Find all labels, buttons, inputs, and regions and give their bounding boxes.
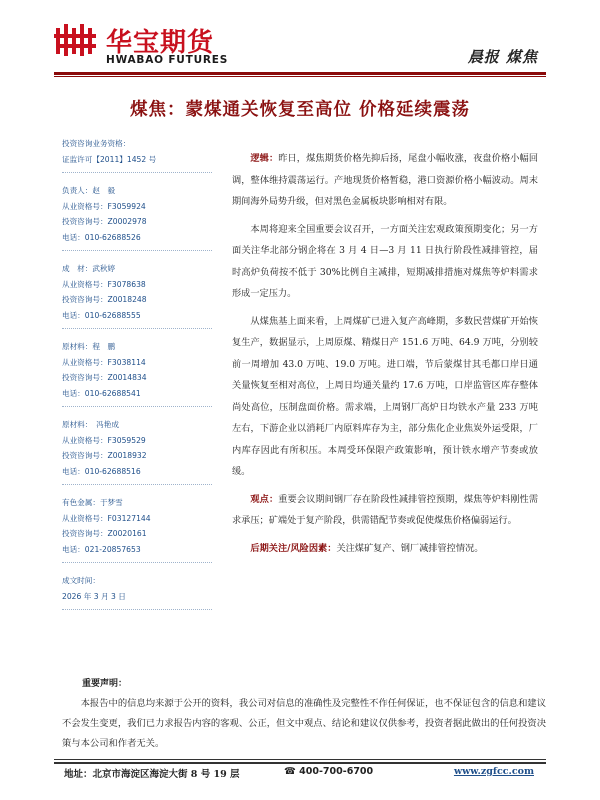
footer-phone [284,766,373,777]
sidebar-line: 投资咨询号：Z0002978 [62,217,147,226]
sidebar-line: 电话：010-62688526 [62,232,141,242]
sidebar-line: 证监许可【2011】1452 号 [62,154,157,164]
sidebar-line: 从业资格号：F3059529 [62,435,146,445]
footer-divider [54,759,546,760]
footer-phone-number: 400-700-6700 [299,766,374,777]
report-tag: 晨报 煤焦 [467,48,538,66]
logo-chinese-name: 华宝期货 [106,28,215,58]
sidebar-line: 2026 年 3 月 3 日 [62,591,126,601]
sidebar-block-analyst [62,495,212,563]
report-body [232,148,538,565]
paragraph-risk [232,538,538,560]
sidebar-line: 负责人：赵 毅 [62,186,116,195]
sidebar-line: 电话：010-62688555 [62,310,141,320]
text-policy: 本周将迎来全国重要会议召开，一方面关注宏观政策预期变化；另一方面关注华北部分钢企将在 3 月 4 日—3 月 11 日执行阶段性减排管控，届时高炉负荷按不低于 30%比例自主减排，短期减排措施对煤焦等炉料需求形成一定压力。 [232,223,538,299]
sidebar-line: 原材料： 冯艳成 [62,420,119,429]
phone-icon: ☎ [284,766,296,777]
sidebar-line: 投资咨询业务资格： [62,139,131,148]
logo-english-name: HWABAO FUTURES [106,54,229,66]
sidebar-line: 有色金属：于梦雪 [62,498,123,507]
text-view: 重要会议期间钢厂存在阶段性减排管控预期，煤焦等炉料刚性需求承压；矿端处于复产阶段，供需错配节奏或促使煤焦价格偏弱运行。 [232,493,539,526]
paragraph-logic [232,148,538,213]
text-fundamentals: 从煤焦基上面来看，上周煤矿已进入复产高峰期，多数民营煤矿开始恢复生产，数据显示，上周原煤、精煤日产 151.6 万吨、64.9 万吨，分别较前一周增加 43.0 万吨、19.0 万吨。进口端，节后蒙煤甘其毛都口岸日通关量恢复至相对高位，上周日均通关量约 17.6 万吨，口岸监管区库存整体尚处高位，压制盘面价格。需求端，上周钢厂高炉日均铁水产量 233 万吨左右，下游企业以消耗厂内原料库存为主，部分焦化企业焦炭外运受限，厂内库存因此有所积压。本周受环保限产政策影响，预计铁水增产节奏或放缓。 [232,315,538,477]
paragraph-policy [232,219,538,305]
paragraph-fundamentals [232,311,538,483]
paragraph-view [232,489,538,532]
label-logic: 逻辑： [250,153,279,164]
sidebar-line: 成 材：武秋婷 [62,264,116,273]
label-view: 观点： [250,493,279,505]
sidebar-line: 投资咨询号：Z0018248 [62,295,147,304]
sidebar-line: 投资咨询号：Z0014834 [62,373,147,382]
sidebar-block-analyst [62,417,212,485]
company-logo [54,20,234,66]
footer-address: 地址：北京市海淀区海淀大街 8 号 19 层 [64,769,240,780]
header-divider [54,72,546,75]
header-divider-thin [54,76,546,77]
sidebar-line: 投资咨询号：Z0020161 [62,529,147,538]
sidebar-line: 电话：010-62688541 [62,388,141,398]
sidebar-line: 原材料：程 鹏 [62,342,116,351]
sidebar-line: 成文时间： [62,576,100,585]
sidebar-line: 从业资格号：F3078638 [62,279,146,289]
sidebar-line: 电话：021-20857653 [62,544,141,554]
sidebar-block-date [62,573,212,610]
footer-divider-thick [54,762,546,764]
sidebar-line: 从业资格号：F3059924 [62,201,146,211]
text-logic: 昨日，煤焦期货价格先抑后扬，尾盘小幅收涨，夜盘价格小幅回调，整体维持震荡运行。产地现货价格暂稳，港口资源价格小幅波动。周末期间海外局势升级，但对黑色金属板块影响相对有限。 [232,153,539,207]
sidebar-block-analyst [62,261,212,329]
analyst-sidebar [62,136,212,620]
sidebar-line: 电话：010-62688516 [62,466,141,476]
hwabao-logo-icon [54,22,100,58]
sidebar-block-analyst [62,339,212,407]
disclaimer-text: 本报告中的信息均来源于公开的资料，我公司对信息的准确性及完整性不作任何保证，也不保证包含的信息和建议不会发生变更，我们已力求报告内容的客观、公正，但文中观点、结论和建议仅供参考，投资者据此做出的任何投资决策与本公司和作者无关。 [62,698,546,749]
footer-website-link[interactable]: www.zgfcc.com [453,766,534,777]
sidebar-line: 投资咨询号：Z0018932 [62,451,147,460]
report-title: 煤焦：蒙煤通关恢复至高位 价格延续震荡 [129,100,471,120]
sidebar-line: 从业资格号：F3038114 [62,357,146,367]
disclaimer-title: 重要声明： [82,679,128,689]
sidebar-block-qualification [62,136,212,173]
sidebar-block-analyst [62,183,212,251]
sidebar-line: 从业资格号：F03127144 [62,513,151,523]
text-risk: 关注煤矿复产、钢厂减排管控情况。 [336,542,484,554]
label-risk: 后期关注/风险因素： [250,542,337,554]
